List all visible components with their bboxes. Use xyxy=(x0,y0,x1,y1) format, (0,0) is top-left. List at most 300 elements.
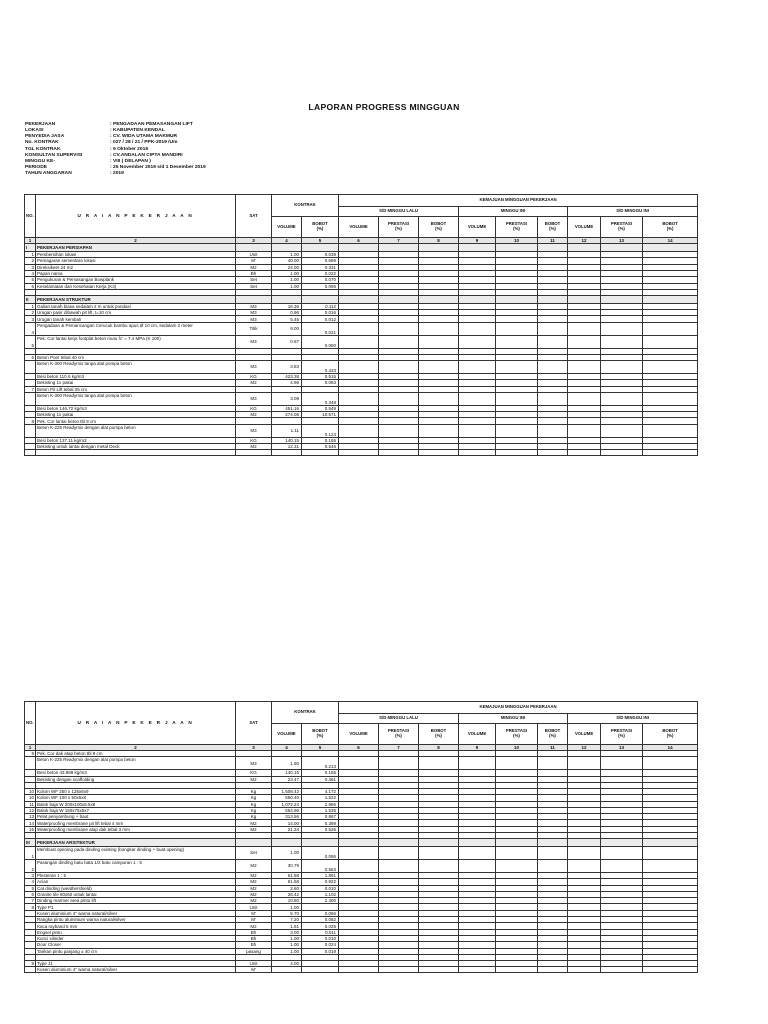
row-number: 3 xyxy=(25,264,36,270)
progress-cell xyxy=(538,392,568,405)
progress-cell xyxy=(379,424,419,437)
header-unit: (%) xyxy=(316,226,324,231)
kontrak-volume-cell: 1.11 xyxy=(272,424,302,437)
col-no-header: NO. xyxy=(25,702,36,745)
col-uraian-header: U R A I A N P E K E R J A A N xyxy=(36,702,236,745)
progress-cell xyxy=(419,847,459,860)
item-description: Keselamatan dan Kesehatan Kerja (K3) xyxy=(36,283,236,289)
progress-cell xyxy=(419,322,459,335)
progress-cell xyxy=(568,860,601,873)
progress-cell xyxy=(419,757,459,770)
progress-cell xyxy=(568,361,601,374)
item-description: PEKERJAAN STRUKTUR xyxy=(36,295,236,303)
progress-cell xyxy=(339,322,379,335)
progress-cell xyxy=(538,335,568,348)
kontrak-volume-cell xyxy=(272,967,302,973)
kontrak-bobot-cell: 0.165 xyxy=(302,437,339,443)
progress-cell xyxy=(496,450,538,456)
unit-cell: Titik xyxy=(236,322,272,335)
item-description: Pek. Cor dak atap beton tbl 9 cm xyxy=(36,751,236,757)
info-value: : VIII ( DELAPAN ) xyxy=(110,158,151,164)
kontrak-bobot-cell: 4.172 xyxy=(302,788,339,794)
kontrak-bobot-cell: 0.213 xyxy=(302,757,339,770)
progress-cell xyxy=(568,244,601,252)
progress-cell xyxy=(379,392,419,405)
header-unit: (%) xyxy=(549,226,556,231)
item-description: Beton K-300 Readymix tanpa alat pompa beton xyxy=(36,361,236,374)
row-number: 8 xyxy=(25,418,36,424)
kemajuan-header: KEMAJUAN MINGGUAN PEKERJAAN xyxy=(339,702,698,714)
row-number: 2 xyxy=(25,258,36,264)
column-index: 4 xyxy=(272,238,302,244)
progress-cell xyxy=(643,967,698,973)
progress-cell xyxy=(601,335,643,348)
info-label: No. KONTRAK xyxy=(25,140,59,146)
kontrak-bobot-cell: 0.060 xyxy=(302,335,339,348)
progress-cell xyxy=(601,757,643,770)
kontrak-bobot-cell: 0.010 xyxy=(302,885,339,891)
progress-cell xyxy=(419,860,459,873)
kontrak-bobot-cell: 0.922 xyxy=(302,879,339,885)
kontrak-volume-cell: 4.96 xyxy=(272,380,302,386)
volume-header: VOLUME xyxy=(459,724,496,745)
row-number: 5 xyxy=(25,335,36,348)
progress-cell xyxy=(339,860,379,873)
table-row xyxy=(25,361,698,374)
prestasi-header xyxy=(601,724,643,745)
kontrak-bobot-cell xyxy=(302,967,339,973)
kontrak-bobot-cell: 0.086 xyxy=(302,847,339,860)
progress-cell xyxy=(419,450,459,456)
unit-cell: M2 xyxy=(236,923,272,929)
report-info xyxy=(25,122,206,177)
header-label: BOBOT xyxy=(312,221,328,227)
column-index: 5 xyxy=(302,238,339,244)
kontrak-bobot-cell: 0.012 xyxy=(302,316,339,322)
unit-cell: M2 xyxy=(236,873,272,879)
header-label: BOBOT xyxy=(312,728,328,734)
progress-cell xyxy=(643,392,698,405)
progress-cell xyxy=(459,424,496,437)
kontrak-volume-cell: 61.58 xyxy=(272,879,302,885)
unit-cell: M3 xyxy=(236,424,272,437)
row-number: 1 xyxy=(25,252,36,258)
progress-cell xyxy=(419,295,459,303)
table-row xyxy=(25,847,698,860)
section-row xyxy=(25,295,698,303)
unit-cell: M2 xyxy=(236,380,272,386)
progress-cell xyxy=(459,322,496,335)
unit-cell: Bh xyxy=(236,935,272,941)
info-label: PEKERJAAN xyxy=(25,122,56,127)
progress-cell xyxy=(643,295,698,303)
kontrak-bobot-cell: 1.522 xyxy=(302,795,339,801)
table-row xyxy=(25,450,698,456)
progress-cell xyxy=(643,244,698,252)
kontrak-bobot-cell: 0.025 xyxy=(302,923,339,929)
kontrak-bobot-cell: 10.571 xyxy=(302,412,339,418)
item-description: PEKERJAAN ARSITEKTUR xyxy=(36,839,236,847)
progress-cell xyxy=(568,450,601,456)
progress-cell xyxy=(643,424,698,437)
item-description: Membuat opening pada dinding existing (bongkar dinding + buat opening) xyxy=(36,847,236,860)
kontrak-volume-cell: 1.00 xyxy=(272,277,302,283)
kontrak-bobot-cell: 0.461 xyxy=(302,776,339,782)
item-description: Waterproofing membrane atap dak tebal 3 mm xyxy=(36,826,236,832)
kemajuan-header: KEMAJUAN MINGGUAN PEKERJAAN xyxy=(339,195,698,207)
unit-cell: KG xyxy=(236,405,272,411)
progress-cell xyxy=(339,244,379,252)
kontrak-bobot-cell: 1.861 xyxy=(302,873,339,879)
column-index: 6 xyxy=(339,745,379,751)
progress-cell xyxy=(496,424,538,437)
column-index: 13 xyxy=(601,745,643,751)
column-index: 13 xyxy=(601,238,643,244)
info-label: TAHUN ANGGARAN xyxy=(25,171,72,177)
row-number: 7 xyxy=(25,898,36,904)
column-index: 8 xyxy=(419,238,459,244)
kontrak-bobot-cell: 0.011 xyxy=(302,929,339,935)
progress-cell xyxy=(459,757,496,770)
kontrak-bobot-cell: 0.082 xyxy=(302,917,339,923)
header-label: BOBOT xyxy=(662,728,678,734)
prestasi-header xyxy=(496,217,538,238)
progress-cell xyxy=(568,335,601,348)
col-sat-header: SAT xyxy=(236,195,272,238)
progress-table-page-1 xyxy=(24,194,698,456)
item-description: Kunci silinder xyxy=(36,935,236,941)
kontrak-bobot-cell: 1.535 xyxy=(302,807,339,813)
kontrak-bobot-cell: 0.022 xyxy=(302,270,339,276)
kontrak-volume-cell: 10.80 xyxy=(272,898,302,904)
row-number: 11 xyxy=(25,801,36,807)
unit-cell: Kg xyxy=(236,788,272,794)
progress-cell xyxy=(459,839,496,847)
kontrak-bobot-cell: 0.389 xyxy=(302,820,339,826)
column-index: 7 xyxy=(379,745,419,751)
progress-cell xyxy=(339,847,379,860)
row-number: 4 xyxy=(25,879,36,885)
item-description: Pelat penyambung + baut xyxy=(36,814,236,820)
kontrak-bobot-cell: 0.010 xyxy=(302,935,339,941)
unit-cell: M' xyxy=(236,910,272,916)
progress-cell xyxy=(538,967,568,973)
column-index: 12 xyxy=(568,745,601,751)
progress-cell xyxy=(538,424,568,437)
kontrak-volume-cell: 30.79 xyxy=(272,860,302,873)
progress-cell xyxy=(459,244,496,252)
item-description: Type P1 xyxy=(36,904,236,910)
progress-cell xyxy=(379,967,419,973)
column-index: 10 xyxy=(496,238,538,244)
volume-header: VOLUME xyxy=(339,217,379,238)
item-description: Bekisting dengan scaffolding xyxy=(36,776,236,782)
section-row xyxy=(25,839,698,847)
row-number: 5 xyxy=(25,885,36,891)
item-description: Rangka pintu aluminium warna natural/silver xyxy=(36,917,236,923)
header-label: PRESTASI xyxy=(387,728,410,734)
progress-cell xyxy=(379,839,419,847)
info-value: : PENGADAAN PEMASANGAN LIFT xyxy=(110,122,193,127)
header-label: PRESTASI xyxy=(387,221,410,227)
header-label: PRESTASI xyxy=(610,221,633,227)
progress-cell xyxy=(379,860,419,873)
item-description: Cat dinding (weathershield) xyxy=(36,885,236,891)
kontrak-bobot-cell: 2.965 xyxy=(302,801,339,807)
row-number: 3 xyxy=(25,316,36,322)
progress-cell xyxy=(419,967,459,973)
progress-cell xyxy=(379,322,419,335)
unit-cell: M' xyxy=(236,917,272,923)
kontrak-volume-cell: 61.58 xyxy=(272,873,302,879)
unit-cell: M2 xyxy=(236,820,272,826)
header-unit: (%) xyxy=(549,733,556,738)
column-index: 9 xyxy=(459,238,496,244)
header-unit: (%) xyxy=(618,733,625,738)
header-unit: (%) xyxy=(513,226,520,231)
kontrak-bobot-cell: 0.095 xyxy=(302,283,339,289)
volume-header: VOLUME xyxy=(459,217,496,238)
progress-cell xyxy=(379,450,419,456)
progress-cell xyxy=(568,757,601,770)
item-description: Plesteran 1 : 5 xyxy=(36,873,236,879)
item-description: Papan nama xyxy=(36,270,236,276)
progress-cell xyxy=(568,424,601,437)
unit-cell: M2 xyxy=(236,776,272,782)
progress-cell xyxy=(538,244,568,252)
progress-cell xyxy=(496,860,538,873)
item-description: Kaca rayband 5 mm xyxy=(36,923,236,929)
progress-cell xyxy=(601,392,643,405)
progress-cell xyxy=(419,361,459,374)
kontrak-bobot-cell: 0.867 xyxy=(302,814,339,820)
column-index: 10 xyxy=(496,745,538,751)
kontrak-volume-cell xyxy=(272,295,302,303)
kontrak-volume-cell: 1.61 xyxy=(272,923,302,929)
progress-cell xyxy=(459,847,496,860)
info-value: : CV. WIDA UTAMA MAKMUR xyxy=(110,134,178,140)
item-description: Kolom WF 250 x 125x6x9 xyxy=(36,788,236,794)
kontrak-bobot-cell: 0.024 xyxy=(302,942,339,948)
unit-cell: Kg xyxy=(236,801,272,807)
column-index: 7 xyxy=(379,238,419,244)
info-label: KONSULTAN SUPERVISI xyxy=(25,152,83,158)
progress-cell xyxy=(601,361,643,374)
unit-cell: M3 xyxy=(236,335,272,348)
unit-cell: M3 xyxy=(236,361,272,374)
table-row xyxy=(25,424,698,437)
unit-cell: Bh xyxy=(236,270,272,276)
header-unit: (%) xyxy=(666,733,674,738)
item-description: Pengadaan & Pemancangan Cerucuk bambu apus Ø 10 cm, sedalam 2 meter xyxy=(36,322,236,335)
item-description: Pemagaran sementara lokasi xyxy=(36,258,236,264)
minggu-ini-header: MINGGU INI xyxy=(459,207,568,217)
kontrak-bobot-header xyxy=(302,724,339,745)
header-unit: (%) xyxy=(618,226,625,231)
row-number xyxy=(25,757,36,770)
kontrak-bobot-cell: 0.515 xyxy=(302,374,339,380)
kontrak-bobot-cell xyxy=(302,295,339,303)
kontrak-bobot-cell: 1.102 xyxy=(302,891,339,897)
row-number: 13 xyxy=(25,814,36,820)
row-number: 7 xyxy=(25,386,36,392)
volume-header: VOLUME xyxy=(339,724,379,745)
unit-cell: pasang xyxy=(236,948,272,954)
kontrak-volume-cell: 1,072.24 xyxy=(272,801,302,807)
info-label: TGL KONTRAK xyxy=(25,146,61,152)
progress-cell xyxy=(379,757,419,770)
header-label: PRESTASI xyxy=(505,728,528,734)
kontrak-volume-cell: 3.00 xyxy=(272,929,302,935)
kontrak-volume-cell: 423.38 xyxy=(272,374,302,380)
minggu-ini-header: MINGGU INI xyxy=(459,714,568,724)
kontrak-volume-cell: 1,508.42 xyxy=(272,788,302,794)
item-description: Pek. Cor lantai beton tbl 9 cm xyxy=(36,418,236,424)
progress-cell xyxy=(419,244,459,252)
kontrak-bobot-cell: 0.165 xyxy=(302,770,339,776)
prestasi-header xyxy=(496,724,538,745)
row-number: 9 xyxy=(25,751,36,757)
row-number: 2 xyxy=(25,860,36,873)
unit-cell: M' xyxy=(236,967,272,973)
row-number: 10 xyxy=(25,795,36,801)
unit-cell: Kg xyxy=(236,814,272,820)
unit-cell: M2 xyxy=(236,444,272,450)
item-description: Acian xyxy=(36,879,236,885)
info-value: : CV.ANDALAN CIPTA MANDIRI xyxy=(110,152,183,158)
info-label: MINGGU KE- xyxy=(25,158,55,164)
progress-cell xyxy=(496,335,538,348)
progress-cell xyxy=(601,860,643,873)
header-unit: (%) xyxy=(666,226,674,231)
progress-cell xyxy=(459,335,496,348)
progress-cell xyxy=(379,847,419,860)
kontrak-volume-cell xyxy=(272,244,302,252)
kontrak-volume-cell: 7.20 xyxy=(272,917,302,923)
item-description: Dinding marmer area pintu lift xyxy=(36,898,236,904)
progress-cell xyxy=(538,839,568,847)
unit-cell: M2 xyxy=(236,898,272,904)
header-unit: (%) xyxy=(513,733,520,738)
progress-table-page-2 xyxy=(24,701,698,973)
item-description: Besi beton 146.72 kg/m3 xyxy=(36,405,236,411)
progress-cell xyxy=(459,361,496,374)
item-description: Balok baja W 200x100x5.5x8 xyxy=(36,801,236,807)
progress-cell xyxy=(339,361,379,374)
progress-cell xyxy=(601,839,643,847)
row-number: 9 xyxy=(25,960,36,966)
unit-cell: Set xyxy=(236,277,272,283)
progress-cell xyxy=(339,335,379,348)
column-index: 8 xyxy=(419,745,459,751)
header-label: PRESTASI xyxy=(505,221,528,227)
column-index: 11 xyxy=(538,238,568,244)
progress-cell xyxy=(459,450,496,456)
unit-cell: M2 xyxy=(236,885,272,891)
header-row-1 xyxy=(25,195,698,207)
progress-cell xyxy=(379,244,419,252)
progress-cell xyxy=(339,839,379,847)
unit-cell: Set xyxy=(236,283,272,289)
unit-cell: Unit xyxy=(236,252,272,258)
info-label: LOKASI xyxy=(25,128,44,134)
progress-cell xyxy=(538,322,568,335)
item-description: Type J1 xyxy=(36,960,236,966)
header-unit: (%) xyxy=(435,226,442,231)
unit-cell xyxy=(236,839,272,847)
row-number: 1 xyxy=(25,847,36,860)
header-label: BOBOT xyxy=(544,221,561,227)
item-description: Bekisting untuk lantai dengan metal Deck xyxy=(36,444,236,450)
unit-cell: M2 xyxy=(236,891,272,897)
kontrak-volume-cell: 1.00 xyxy=(272,904,302,910)
bobot-header xyxy=(643,217,698,238)
kontrak-bobot-cell: 0.039 xyxy=(302,252,339,258)
item-description: Pembersihan lokasi xyxy=(36,252,236,258)
column-index: 3 xyxy=(236,745,272,751)
kontrak-bobot-cell: 0.066 xyxy=(302,910,339,916)
volume-header: VOLUME xyxy=(568,724,601,745)
progress-cell xyxy=(538,450,568,456)
bobot-header xyxy=(643,724,698,745)
progress-cell xyxy=(601,847,643,860)
row-number: II xyxy=(25,295,36,303)
progress-cell xyxy=(643,839,698,847)
row-number xyxy=(25,967,36,973)
progress-cell xyxy=(339,450,379,456)
header-label: PRESTASI xyxy=(610,728,633,734)
bobot-header xyxy=(419,217,459,238)
info-label: PERIODE xyxy=(25,164,48,170)
header-label: BOBOT xyxy=(430,221,447,227)
progress-cell xyxy=(643,335,698,348)
row-number: 5 xyxy=(25,277,36,283)
item-description: Waterproofing membrane pit lift tebal 4 mm xyxy=(36,820,236,826)
kontrak-volume-cell: 2.60 xyxy=(272,885,302,891)
unit-cell: KG xyxy=(236,437,272,443)
header-unit: (%) xyxy=(316,733,324,738)
unit-cell: Set xyxy=(236,847,272,860)
section-row xyxy=(25,244,698,252)
unit-cell: M' xyxy=(236,258,272,264)
header-unit: (%) xyxy=(395,226,402,231)
table-row xyxy=(25,392,698,405)
kontrak-volume-cell: 26.42 xyxy=(272,891,302,897)
kontrak-bobot-cell: 2.400 xyxy=(302,898,339,904)
kontrak-volume-cell xyxy=(272,839,302,847)
progress-cell xyxy=(496,967,538,973)
column-index: 5 xyxy=(302,745,339,751)
progress-cell xyxy=(496,392,538,405)
item-description xyxy=(36,450,236,456)
unit-cell: KG xyxy=(236,374,272,380)
kontrak-volume-cell: 313.56 xyxy=(272,814,302,820)
progress-cell xyxy=(568,295,601,303)
progress-cell xyxy=(496,295,538,303)
header-label: BOBOT xyxy=(662,221,678,227)
progress-cell xyxy=(379,295,419,303)
kontrak-volume-cell: 5.45 xyxy=(272,316,302,322)
kontrak-volume-cell: 4.00 xyxy=(272,960,302,966)
item-description: Kolom WF 100 x 50x5x8 xyxy=(36,795,236,801)
kontrak-bobot-cell: 0.124 xyxy=(302,424,339,437)
table-row xyxy=(25,860,698,873)
kontrak-volume-cell: 1.90 xyxy=(272,757,302,770)
kontrak-bobot-cell xyxy=(302,839,339,847)
kontrak-volume-cell: 554.96 xyxy=(272,807,302,813)
progress-cell xyxy=(643,361,698,374)
column-index: 1 xyxy=(25,238,36,244)
